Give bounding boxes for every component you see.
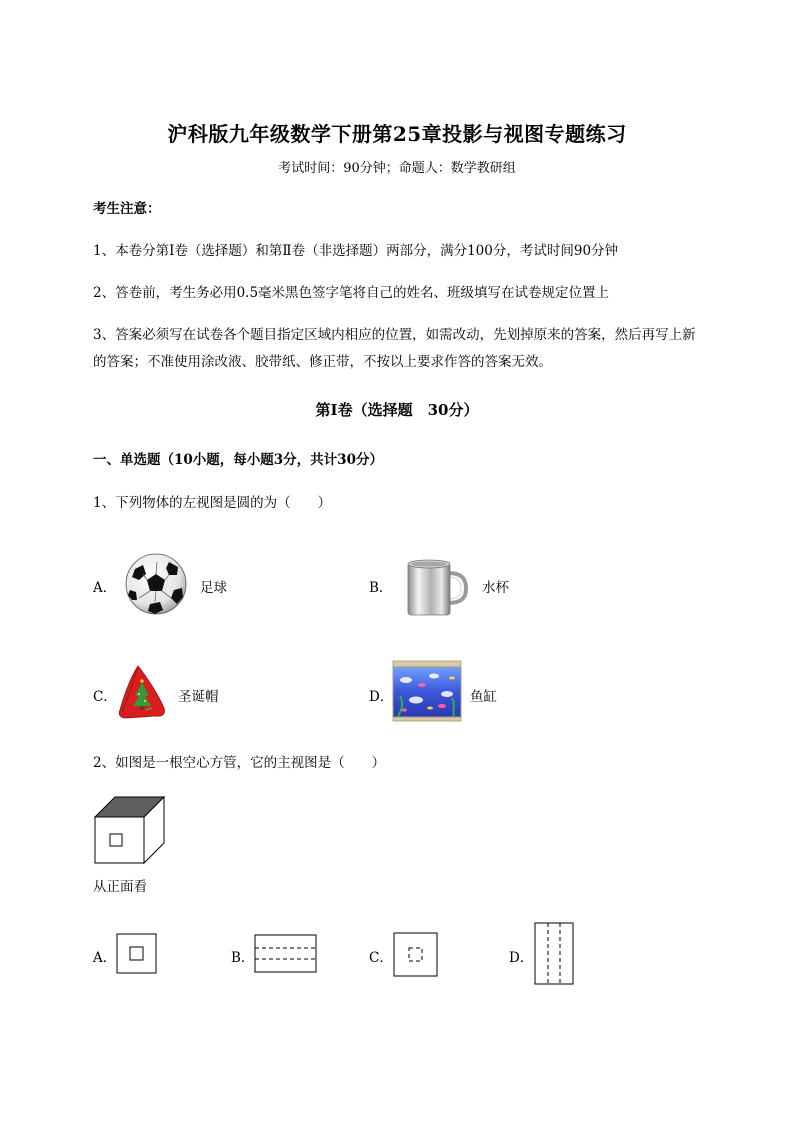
q1-option-b-text: 水杯	[482, 580, 509, 596]
q1-option-d-text: 鱼缸	[470, 689, 497, 705]
notice-heading: 考生注意：	[93, 201, 161, 217]
q2-option-b-letter: B．	[231, 950, 255, 966]
figure-caption: 从正面看	[93, 879, 147, 895]
q1-option-a-text: 足球	[200, 580, 227, 596]
q2-option-c-letter: C．	[369, 950, 393, 966]
page-title: 沪科版九年级数学下册第25章投影与视图专题练习	[167, 122, 627, 146]
q2-option-b-figure	[254, 934, 318, 974]
q2-option-a-figure	[116, 933, 158, 975]
q2-option-d-figure	[534, 922, 576, 986]
notice-item-2: 2、答卷前，考生务必用0.5毫米黑色签字笔将自己的姓名、班级填写在试卷规定位置上	[93, 285, 610, 301]
notice-item-1: 1、本卷分第I卷（选择题）和第Ⅱ卷（非选择题）两部分，满分100分，考试时间90分钟	[93, 243, 619, 259]
christmas-hat-icon	[116, 664, 168, 720]
q1-option-c-letter: C．	[93, 689, 117, 705]
steel-mug-icon	[404, 557, 468, 619]
notice-item-3-continued: 的答案；不准使用涂改液、胶带纸、修正带，不按以上要求作答的答案无效。	[93, 354, 552, 370]
exam-info: 考试时间：90分钟；命题人：数学教研组	[278, 161, 516, 176]
q1-option-b-letter: B．	[369, 580, 393, 596]
hollow-square-tube-figure	[92, 795, 168, 867]
question-1-stem: 1、下列物体的左视图是圆的为（ ）	[93, 495, 332, 511]
q2-option-a-letter: A．	[93, 950, 117, 966]
notice-item-3: 3、答案必须写在试卷各个题目指定区域内相应的位置，如需改动，先划掉原来的答案，然后再写上新	[93, 327, 696, 343]
part-heading: 一、单选题（10小题，每小题3分，共计30分）	[93, 452, 383, 468]
q2-option-d-letter: D．	[509, 950, 534, 966]
soccer-ball-icon	[124, 552, 188, 616]
section-title: 第I卷（选择题 30分）	[315, 401, 479, 419]
q1-option-c-text: 圣诞帽	[178, 689, 219, 705]
q1-option-d-letter: D．	[369, 689, 394, 705]
fish-tank-icon	[392, 660, 462, 722]
question-2-stem: 2、如图是一根空心方管，它的主视图是（ ）	[93, 755, 386, 771]
q1-option-a-letter: A．	[93, 580, 117, 596]
q2-option-c-figure	[393, 932, 439, 978]
